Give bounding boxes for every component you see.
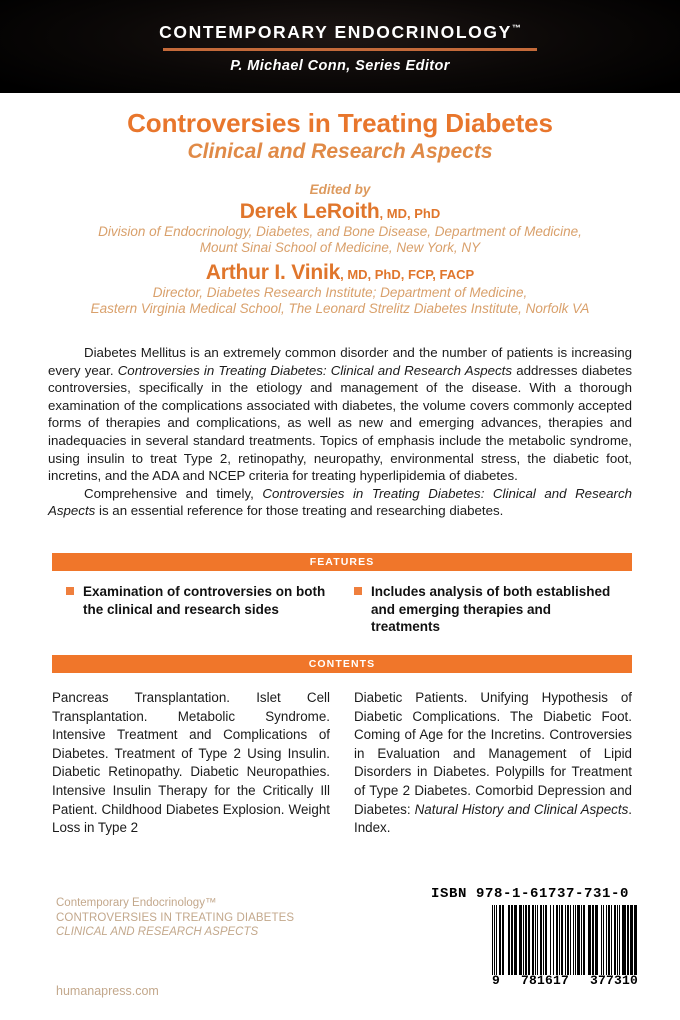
publisher-url[interactable]: humanapress.com (56, 984, 159, 998)
editor-affiliation-line: Eastern Virginia Medical School, The Leonard Strelitz Diabetes Institute, Norfolk VA (90, 301, 590, 316)
book-title: Controversies in Treating Diabetes (127, 108, 553, 138)
description-segment: Comprehensive and timely, (84, 485, 263, 501)
features-list (66, 583, 632, 636)
description-italic-title: Controversies in Treating Diabetes: Clinical and Research Aspects (48, 485, 632, 519)
editor-entry (0, 261, 680, 317)
edited-by-label: Edited by (309, 182, 371, 197)
feature-text: Includes analysis of both established and emerging therapies and treatments (371, 584, 611, 634)
contents-list (52, 689, 632, 838)
barcode-digit-left: 9 (492, 973, 501, 988)
description-segment: Diabetes Mellitus is an extremely common disorder and the number of patients is increasing every year. (48, 345, 632, 378)
isbn-label: ISBN 978-1-61737-731-0 (430, 886, 630, 902)
editor-degrees: , MD, PhD, FCP, FACP (340, 267, 475, 282)
bullet-square-icon (354, 587, 362, 595)
editor-affiliation-line: Director, Diabetes Research Institute; Department of Medicine, (152, 285, 528, 300)
description-paragraph (48, 344, 632, 485)
editor-name: Derek LeRoith (239, 200, 380, 223)
contents-segment: . Index. (354, 801, 632, 836)
header-divider-rule (163, 48, 537, 51)
book-subtitle: Clinical and Research Aspects (187, 140, 493, 163)
contents-italic-title: Natural History and Clinical Aspects (414, 801, 629, 817)
contents-column-left: Pancreas Transplantation. Islet Cell Transplantation. Metabolic Syndrome. Intensive Treatment and Complications of Diabetes. Treatment of Type 2 Using Insulin. Diabetic Retinopathy. Diabetic Neuropathies. Intensive Insulin Therapy for the Critically Ill Patient. Childhood Diabetes Explosion. Weight Loss in Type 2 (52, 690, 330, 836)
footer-book-subtitle: CLINICAL AND RESEARCH ASPECTS (56, 926, 259, 938)
barcode-digit-group-2: 377310 (589, 973, 638, 988)
series-title (0, 22, 680, 43)
barcode-digit-group-1: 781617 (520, 973, 569, 988)
bullet-square-icon (66, 587, 74, 595)
description-paragraph (48, 485, 632, 520)
editor-degrees: , MD, PhD (379, 206, 441, 221)
feature-item (66, 583, 330, 636)
description-text (48, 344, 632, 520)
contents-column-right (354, 689, 632, 838)
barcode-digits (492, 973, 638, 988)
editor-name: Arthur I. Vinik (205, 261, 341, 284)
editor-affiliation-line: Division of Endocrinology, Diabetes, and Bone Disease, Department of Medicine, (98, 224, 582, 239)
footer-series-name: Contemporary Endocrinology™ (56, 897, 217, 909)
features-section-bar: FEATURES (52, 553, 632, 571)
series-title-text: CONTEMPORARY ENDOCRINOLOGY (159, 22, 512, 42)
trademark-symbol: ™ (511, 23, 521, 34)
barcode-bars (492, 905, 638, 975)
series-header-band (0, 0, 680, 93)
description-segment: addresses diabetes controversies, specifically in the etiology and management of the disease. With a thorough examination of the complications associated with diabetes, the volume covers commonly accepted forms of therapies and complications, as well as new and emerging advances, therapies and inadequacies in several standard treatments. Topics of emphasis include the metabolic syndrome, using insulin to treat Type 2, retinopathy, neuropathy, environmental stress, the diabetic foot, incretins, and the ADA and NCEP criteria for treating hyperlipidemia of diabetes. (48, 362, 633, 484)
series-editor: P. Michael Conn, Series Editor (230, 58, 450, 74)
contents-segment: Diabetic Patients. Unifying Hypothesis of Diabetic Complications. The Diabetic Foot. Coming of Age for the Incretins. Controversies in Evaluation and Management of Lipid Disorders in Diabetes. Polypills for Treatment of Type 2 Diabetes. Comorbid Depression and Diabetes: (354, 690, 632, 817)
feature-text: Examination of controversies on both the clinical and research sides (83, 584, 326, 617)
description-segment: is an essential reference for those treating and researching diabetes. (95, 503, 504, 519)
footer-series-block (56, 896, 386, 940)
isbn-barcode (492, 905, 638, 991)
editor-entry (0, 200, 680, 256)
editor-affiliation-line: Mount Sinai School of Medicine, New York, NY (199, 240, 481, 255)
description-italic-title: Controversies in Treating Diabetes: Clinical and Research Aspects (117, 362, 513, 378)
feature-item (354, 583, 618, 636)
contents-section-bar: CONTENTS (52, 655, 632, 673)
footer-book-title: CONTROVERSIES IN TREATING DIABETES (56, 911, 295, 924)
